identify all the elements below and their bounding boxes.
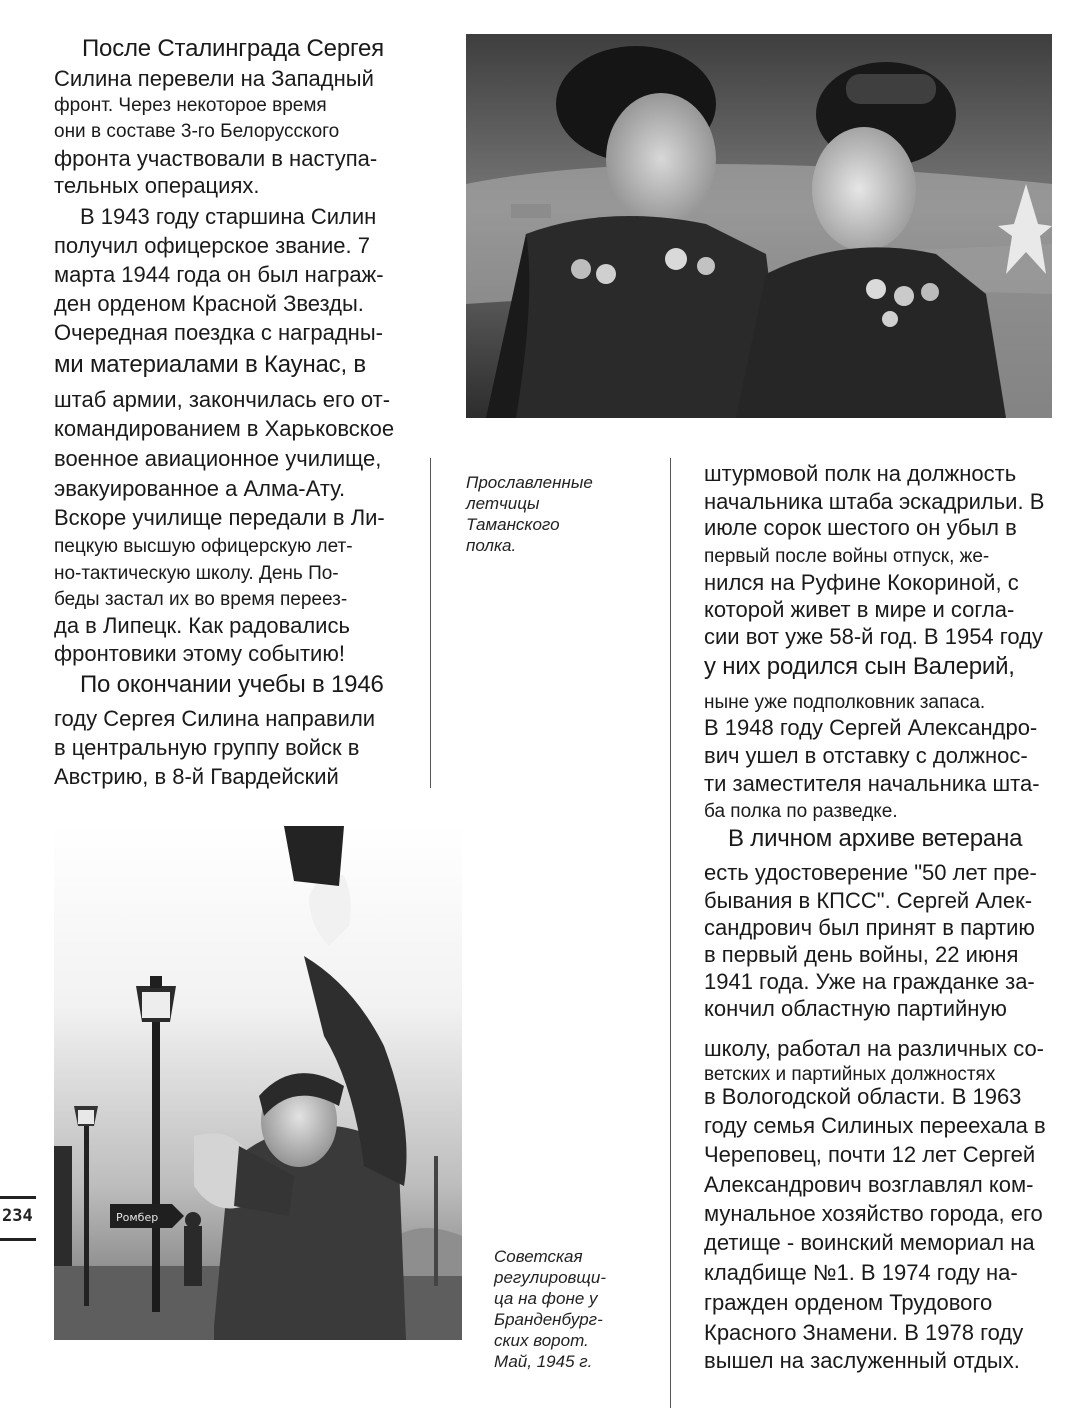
caption-line: летчицы bbox=[466, 494, 540, 513]
text-line: штаб армии, закончилась его от- bbox=[54, 387, 391, 412]
caption-line: ца на фоне у bbox=[494, 1289, 598, 1308]
text-line: да в Липецк. Как радовались bbox=[54, 613, 350, 638]
text-line: беды застал их во время переез- bbox=[54, 589, 348, 610]
text-line: марта 1944 года он был награж- bbox=[54, 262, 384, 287]
text-line: у них родился сын Валерий, bbox=[704, 653, 1015, 680]
sign-text: Ромбер bbox=[116, 1211, 159, 1224]
text-line: ти заместителя начальника шта- bbox=[704, 771, 1040, 796]
text-line: ветских и партийных должностях bbox=[704, 1064, 996, 1085]
text-line: гражден орденом Трудового bbox=[704, 1290, 993, 1315]
caption-line: ских ворот. bbox=[494, 1331, 589, 1350]
text-line: но-тактическую школу. День По- bbox=[54, 563, 339, 584]
text-line: вышел на заслуженный отдых. bbox=[704, 1348, 1020, 1373]
text-line: ба полка по разведке. bbox=[704, 801, 898, 822]
text-line: школу, работал на различных со- bbox=[704, 1036, 1045, 1061]
text-line: мунальное хозяйство города, его bbox=[704, 1201, 1043, 1226]
text-line: В 1943 году старшина Силин bbox=[80, 204, 377, 229]
text-line: В личном архиве ветерана bbox=[728, 825, 1023, 852]
text-line: нился на Руфине Кокориной, с bbox=[704, 570, 1019, 595]
text-line: После Сталинграда Сергея bbox=[82, 35, 384, 62]
text-line: есть удостоверение "50 лет пре- bbox=[704, 860, 1037, 885]
text-line: фронт. Через некоторое время bbox=[54, 95, 327, 116]
text-line: сии вот уже 58-й год. В 1954 году bbox=[704, 624, 1043, 649]
caption-line: регулировщи- bbox=[494, 1268, 607, 1287]
text-line: году Сергея Силина направили bbox=[54, 706, 376, 731]
column-divider bbox=[670, 458, 671, 1408]
photo-traffic-controller bbox=[54, 826, 462, 1340]
text-line: начальника штаба эскадрильи. В bbox=[704, 489, 1045, 514]
text-line: в первый день войны, 22 июня bbox=[704, 942, 1019, 967]
text-line: Череповец, почти 12 лет Сергей bbox=[704, 1142, 1036, 1167]
page-number: 234 bbox=[2, 1206, 33, 1226]
text-line: они в составе 3-го Белорусского bbox=[54, 121, 340, 142]
text-line: Австрию, в 8-й Гвардейский bbox=[54, 764, 339, 789]
text-line: В 1948 году Сергей Александро- bbox=[704, 715, 1038, 740]
text-line: Вскоре училище передали в Ли- bbox=[54, 505, 385, 530]
text-line: получил офицерское звание. 7 bbox=[54, 233, 371, 258]
text-line: детище - воинский мемориал на bbox=[704, 1230, 1035, 1255]
text-line: году семья Силиных переехала в bbox=[704, 1113, 1046, 1138]
text-line: ми материалами в Каунас, в bbox=[54, 351, 366, 378]
text-line: июле сорок шестого он убыл в bbox=[704, 515, 1017, 540]
text-line: бывания в КПСС". Сергей Алек- bbox=[704, 888, 1033, 913]
text-line: фронта участвовали в наступа- bbox=[54, 146, 378, 171]
text-line: Красного Знамени. В 1978 году bbox=[704, 1320, 1024, 1345]
text-line: Очередная поездка с наградны- bbox=[54, 320, 383, 345]
text-line: вич ушел в отставку с должнос- bbox=[704, 743, 1028, 768]
text-line: командированием в Харьковское bbox=[54, 416, 395, 441]
text-line: тельных операциях. bbox=[54, 173, 260, 198]
text-line: штурмовой полк на должность bbox=[704, 461, 1017, 486]
caption-line: Бранденбург- bbox=[494, 1310, 603, 1329]
page-number-rule-bottom bbox=[0, 1238, 36, 1241]
caption-line: Прославленные bbox=[466, 473, 593, 492]
caption-line: полка. bbox=[466, 536, 517, 555]
text-line: эвакуированное а Алма-Ату. bbox=[54, 476, 346, 501]
photo-pilots-image bbox=[466, 34, 1052, 418]
text-line: первый после войны отпуск, же- bbox=[704, 546, 990, 567]
text-line: Силина перевели на Западный bbox=[54, 66, 374, 91]
page-number-rule-top bbox=[0, 1196, 36, 1199]
text-line: 1941 года. Уже на гражданке за- bbox=[704, 969, 1035, 994]
text-line: сандрович был принят в партию bbox=[704, 915, 1035, 940]
caption-line: Советская bbox=[494, 1247, 583, 1266]
text-line: которой живет в мире и согла- bbox=[704, 597, 1015, 622]
caption-pilots bbox=[466, 472, 593, 556]
text-line: По окончании учебы в 1946 bbox=[80, 671, 384, 698]
text-line: кончил областную партийную bbox=[704, 996, 1007, 1021]
text-line: кладбище №1. В 1974 году на- bbox=[704, 1260, 1018, 1285]
text-line: Александрович возглавлял ком- bbox=[704, 1172, 1034, 1197]
caption-line: Май, 1945 г. bbox=[494, 1352, 593, 1371]
text-line: пецкую высшую офицерскую лет- bbox=[54, 536, 353, 557]
text-line: ден орденом Красной Звезды. bbox=[54, 291, 364, 316]
text-line: военное авиационное училище, bbox=[54, 446, 382, 471]
caption-traffic-controller bbox=[494, 1246, 606, 1372]
text-line: в Вологодской области. В 1963 bbox=[704, 1084, 1022, 1109]
text-line: в центральную группу войск в bbox=[54, 735, 360, 760]
photo-traffic-controller-image bbox=[54, 826, 462, 1340]
caption-line: Таманского bbox=[466, 515, 560, 534]
column-divider bbox=[430, 458, 431, 788]
photo-pilots bbox=[466, 34, 1052, 418]
text-line: фронтовики этому событию! bbox=[54, 641, 345, 666]
text-line: ныне уже подполковник запаса. bbox=[704, 692, 986, 713]
